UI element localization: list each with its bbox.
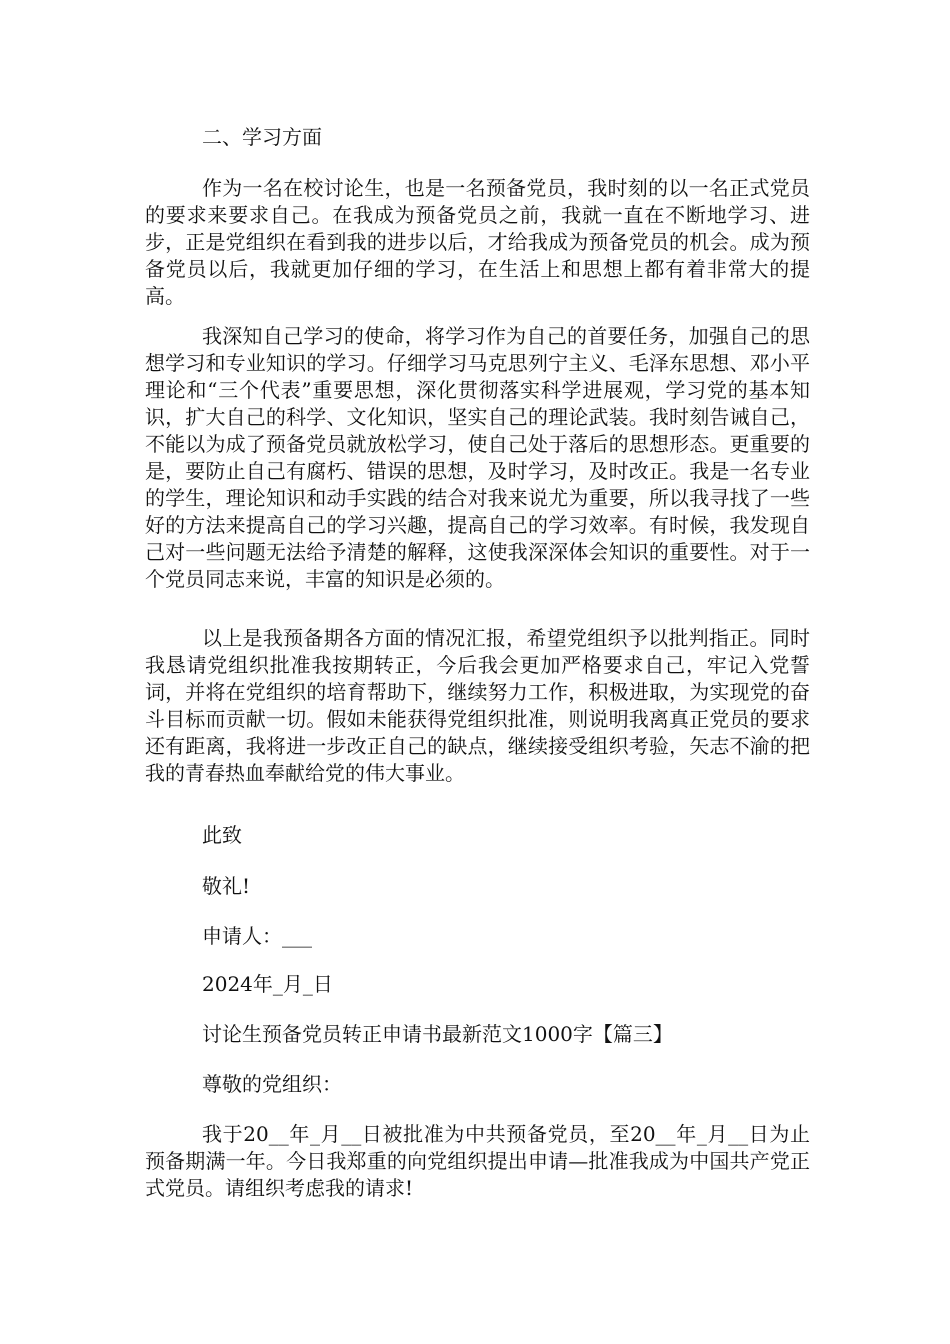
section-heading: 二、学习方面 <box>202 125 322 149</box>
paragraph-conclusion: 以上是我预备期各方面的情况汇报，希望党组织予以批判指正。同时我恳请党组织批准我按期转正，今后我会更加严格要求自己，牢记入党誓词，并将在党组织的培育帮助下，继续努力工作，积极进取，为实现党的奋斗目标而贡献一切。假如未能获得党组织批准，则说明我离真正党员的要求还有距离，我将进一步改正自己的缺点，继续接受组织考验，矢志不渝的把我的青春热血奉献给党的伟大事业。 <box>145 626 810 785</box>
closing-cizhi: 此致 <box>202 823 242 847</box>
paragraph-study-2: 我深知自己学习的使命，将学习作为自己的首要任务，加强自己的思想学习和专业知识的学习。仔细学习马克思列宁主义、毛泽东思想、邓小平理论和“三个代表”重要思想，深化贯彻落实科学进展观，学习党的基本知识，扩大自己的科学、文化知识，坚实自己的理论武装。我时刻告诫自己，不能以为成了预备党员就放松学习，使自己处于落后的思想形态。更重要的是，要防止自己有腐朽、错误的思想，及时学习，及时改正。我是一名专业的学生，理论知识和动手实践的结合对我来说尤为重要，所以我寻找了一些好的方法来提高自己的学习兴趣，提高自己的学习效率。有时候，我发现自己对一些问题无法给予清楚的解释，这使我深深体会知识的重要性。对于一个党员同志来说，丰富的知识是必须的。 <box>145 324 810 591</box>
date-line: 2024年_月_日 <box>202 972 333 996</box>
next-section-title: 讨论生预备党员转正申请书最新范文1000字【篇三】 <box>202 1022 673 1046</box>
paragraph-study-1: 作为一名在校讨论生，也是一名预备党员，我时刻的以一名正式党员的要求来要求自己。在我成为预备党员之前，我就一直在不断地学习、进步，正是党组织在看到我的进步以后，才给我成为预备党员的机会。成为预备党员以后，我就更加仔细的学习，在生活上和思想上都有着非常大的提高。 <box>145 176 810 308</box>
applicant-line: 申请人：___ <box>202 924 312 948</box>
closing-jingli: 敬礼! <box>202 874 251 898</box>
paragraph-application: 我于20__年_月__日被批准为中共预备党员，至20__年_月__日为止预备期满一年。今日我郑重的向党组织提出申请—批准我成为中国共产党正式党员。请组织考虑我的请求! <box>145 1122 810 1200</box>
salutation: 尊敬的党组织： <box>202 1072 342 1096</box>
